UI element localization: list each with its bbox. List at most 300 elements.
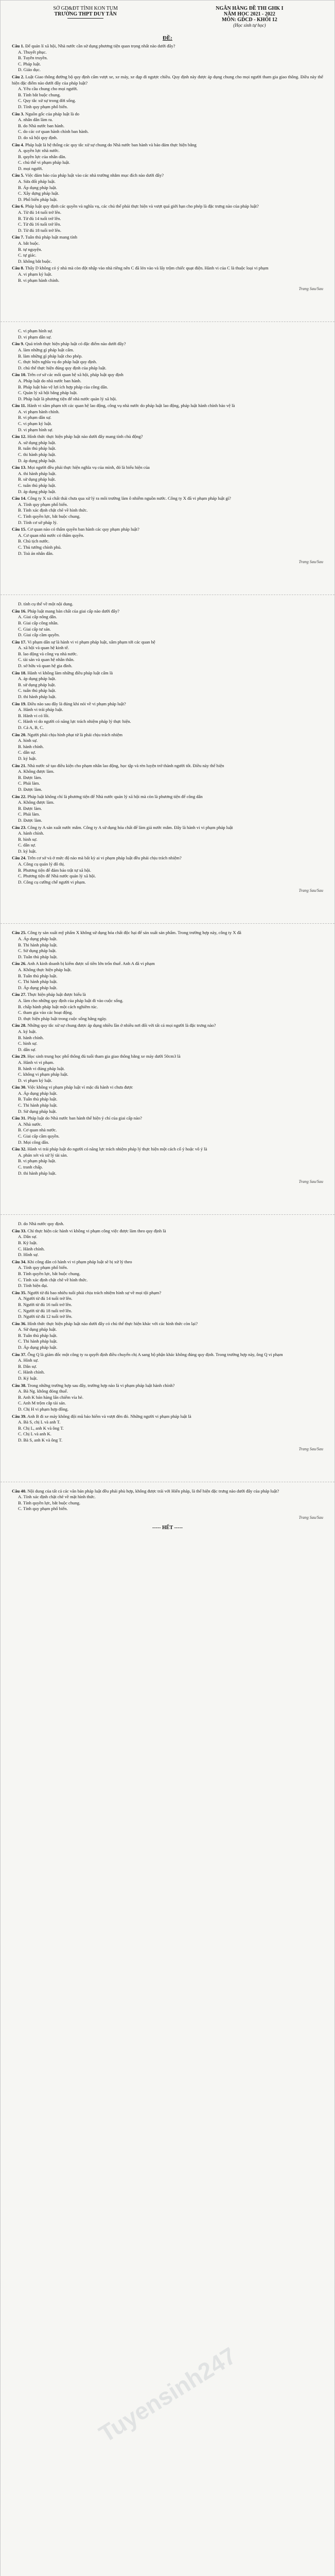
question-number: Câu 26. (12, 961, 27, 967)
answer-option: D. Được làm. (18, 817, 42, 823)
answer-option: C. Tính quyền lực, bắt buộc chung. (18, 513, 81, 519)
answer-option: B. hình sự. (18, 836, 38, 842)
answer-option: C. tham gia vào các hoạt động. (18, 1010, 73, 1015)
answer-option: A. áp dụng pháp luật. (18, 676, 56, 682)
answer-options (12, 1234, 323, 1258)
answer-option: B. Phương tiện để đảm bảo trật tự xã hội. (18, 867, 92, 873)
question-text: Anh A kinh doanh bị kiếm được số tiền lớn trốn thuế. Anh A đã vi phạm (27, 961, 155, 967)
answer-option: C. Hành chính. (18, 1246, 45, 1251)
answer-options (12, 676, 323, 700)
answer-options (12, 440, 323, 464)
answer-option: A. Hành vi vi phạm. (18, 1059, 55, 1065)
answer-option: B. vi phạm pháp luật. (18, 1158, 56, 1164)
question-text: Quá trình thực hiện pháp luật có đặc điểm nào dưới đây? (25, 341, 126, 347)
answer-option: C. Quản lý xã hội bằng pháp luật. (18, 390, 78, 396)
watermark: Tuyensinh247 (94, 2342, 241, 2448)
question-item (12, 434, 323, 464)
question-item (12, 1146, 323, 1176)
page-number: Trang Sau/Sau (298, 1515, 323, 1520)
question-number: Câu 38. (12, 1382, 27, 1388)
answer-option: B. Tính xác định chặt chẽ về hình thức. (18, 507, 88, 513)
answer-option: A. Yêu cầu chung cho mọi người. (18, 86, 78, 92)
question-number: Câu 24. (12, 855, 27, 861)
answer-option: D. thi hành pháp luật. (18, 694, 57, 700)
answer-option: C. Phải làm. (18, 811, 40, 817)
question-stem (12, 204, 323, 210)
answer-options (12, 1296, 323, 1319)
answer-options (12, 707, 323, 731)
answer-option: A. bắt buộc. (18, 241, 40, 246)
answer-option: D. Công cụ cưỡng chế người vi phạm. (18, 879, 86, 885)
question-stem (12, 265, 323, 272)
question-text: Nội dung của tất cả các văn bản pháp luật đều phải phù hợp, không được trái với Hiến pháp, là thể hiện đặc trưng nào dưới đây của pháp luật? (27, 1488, 279, 1494)
question-stem (12, 1054, 323, 1060)
question-text: Mọi người đều phải thực hiện nghĩa vụ của mình, đó là biểu hiện của (27, 465, 150, 470)
question-number: Câu 39. (12, 1413, 27, 1419)
question-text: Pháp luật không chỉ là phương tiện để Nhà nước quản lý xã hội mà còn là phương tiện để công dân (27, 793, 203, 799)
answer-option: B. Chủ tịch nước. (18, 538, 49, 544)
question-text: Vi phạm dân sự là hành vi vi phạm pháp luật, xâm phạm tới các quan hệ (27, 639, 155, 645)
question-text: Thấy D không có ý nhà mà còn đột nhập vào nhà riêng nên C đã lén vào và lấy trộm chiếc quạt điện. Hành vi của C là thuộc loại vi phạm (25, 265, 269, 271)
question-number: Câu 17. (12, 639, 27, 645)
answer-options (12, 86, 323, 110)
answer-option: B. Tính quyền lực, bắt buộc chung. (18, 1270, 81, 1276)
pages-container (1, 43, 334, 1520)
question-item (12, 992, 323, 1022)
document-header (1, 1, 334, 31)
question-item (12, 142, 323, 172)
answer-option: B. Từ đủ 14 tuổi trở lên. (18, 215, 61, 221)
answer-option: D. dân sự. (18, 1046, 37, 1052)
answer-options (12, 601, 323, 607)
answer-option: B. Tuân thủ pháp luật. (18, 1096, 58, 1102)
question-item (12, 1352, 323, 1382)
answer-option: C. Thi hành pháp luật. (18, 1103, 58, 1108)
answer-options (12, 1327, 323, 1350)
question-text: Hành vi trái pháp luật do người có năng lực trách nhiệm pháp lý thực hiện một cách cố ý hoặc vô ý là (27, 1146, 207, 1152)
answer-option: A. Không thực hiện pháp luật. (18, 967, 72, 972)
answer-option: A. Bà S, chị L và anh T. (18, 1419, 61, 1425)
answer-option: C. chủ thể vi phạm pháp luật. (18, 160, 70, 165)
question-stem (12, 1023, 323, 1029)
answer-option: A. làm cho những quy định của pháp luật đi vào cuộc sống. (18, 997, 124, 1003)
answer-option: B. Tuân thủ pháp luật. (18, 1332, 58, 1338)
question-number: Câu 12. (12, 434, 27, 439)
answer-option: A. Tính quy phạm phổ biến. (18, 501, 68, 507)
question-item (12, 825, 323, 855)
question-text: Khi công dân có hành vi vi phạm pháp luật sẽ bị xử lý theo (27, 1259, 132, 1264)
question-number: Câu 11. (12, 403, 26, 409)
question-text: Công ty A sản xuất nước mắm. Công ty A sử dụng hóa chất để làm giả nước mắm. Đây là hành vi vi phạm pháp luật (27, 824, 233, 830)
answer-option: D. Tính quy phạm phổ biến. (18, 104, 68, 109)
answer-option: C. Tính xác định chặt chẽ về hình thức. (18, 1277, 88, 1282)
page-break (1, 1451, 334, 1482)
answer-option: A. Hình sự. (18, 1358, 39, 1363)
answer-option: D. sở hữu và quan hệ gia đình. (18, 663, 73, 669)
question-stem (12, 608, 323, 615)
question-number: Câu 23. (12, 824, 27, 830)
question-number: Câu 4. (12, 142, 24, 147)
answer-option: C. Hành chính. (18, 1369, 45, 1375)
answer-option: D. Phổ biến pháp luật. (18, 196, 58, 202)
answer-option: B. Kỷ luật. (18, 1240, 38, 1245)
question-item (12, 763, 323, 793)
answer-option: C. Thi hành pháp luật. (18, 979, 58, 985)
page-break (1, 1184, 334, 1215)
answer-option: B. Áp dụng pháp luật. (18, 184, 57, 190)
question-item (12, 372, 323, 402)
answer-option: D. Sử dụng pháp luật. (18, 1108, 57, 1114)
question-text: Những quy tắc xử sự chung được áp dụng nhiều lần ở nhiều nơi đối với tất cả mọi người là đặc trưng nào? (27, 1023, 216, 1028)
answer-option: C. hình sự. (18, 1041, 38, 1046)
exam-title: NGÂN HÀNG ĐỀ THI GHK I (216, 6, 284, 11)
question-item (12, 1321, 323, 1351)
question-item (12, 1084, 323, 1114)
question-stem (12, 992, 323, 998)
answer-option: B. hành vi đúng pháp luật. (18, 1065, 65, 1071)
answer-option: C. Pháp luật. (18, 61, 41, 66)
answer-option: D. Tính cơ sở pháp lý. (18, 519, 58, 525)
answer-options (12, 1419, 323, 1443)
answer-option: C. tài sản và quan hệ nhân thân. (18, 657, 75, 663)
answer-option: B. Tính quyền lực, bắt buộc chung. (18, 1500, 81, 1505)
exam-page (1, 601, 334, 885)
answer-option: C. tuân thủ pháp luật. (18, 688, 56, 693)
answer-option: A. phán xét và xử lý tài sản. (18, 1152, 68, 1158)
answer-option: C. Thủ tướng chính phủ. (18, 544, 62, 550)
question-number: Câu 25. (12, 930, 27, 936)
question-stem (12, 1488, 323, 1495)
question-item (12, 403, 323, 433)
question-stem (12, 855, 323, 861)
question-text: Trên cơ sở và ở mức độ nào mà bất kỳ ai vi phạm pháp luật đều phải chịu trách nhiệm? (27, 855, 182, 861)
answer-option: C. Hành vi do người có năng lực trách nhiệm pháp lý thực hiện. (18, 719, 131, 724)
question-number: Câu 2. (12, 74, 25, 79)
question-stem (12, 1259, 323, 1265)
answer-option: D. do Nhà nước quy định. (18, 1221, 64, 1227)
answer-option: D. Áp dụng pháp luật. (18, 985, 58, 990)
answer-option: A. Dân sự. (18, 1234, 38, 1240)
page-break (1, 564, 334, 595)
answer-options (12, 614, 323, 638)
question-stem (12, 341, 323, 347)
answer-options (12, 533, 323, 556)
question-stem (12, 234, 323, 241)
question-item (12, 1054, 323, 1083)
question-item (12, 328, 323, 340)
answer-options (12, 117, 323, 141)
answer-option: B. Tuân thủ pháp luật. (18, 973, 58, 978)
question-text: Pháp luật do Nhà nước ban hành thể hiện ý chí của giai cấp nào? (27, 1115, 142, 1121)
answer-options (12, 1358, 323, 1381)
answer-options (12, 1265, 323, 1289)
answer-option: D. Cả A, B, C. (18, 725, 44, 730)
school-name: TRƯỜNG THPT DUY TÂN (54, 11, 117, 17)
answer-option: D. áp dụng pháp luật. (18, 488, 56, 494)
answer-options (12, 1029, 323, 1053)
answer-option: C. Sử dụng pháp luật. (18, 948, 57, 954)
exam-page (1, 43, 334, 283)
question-number: Câu 19. (12, 701, 27, 706)
answer-option: B. sử dụng pháp luật. (18, 682, 56, 687)
answer-option: D. thực hiện pháp luật trong cuộc sống hằng ngày. (18, 1015, 107, 1021)
question-stem (12, 701, 323, 707)
answer-option: C. Chị L và anh K. (18, 1431, 51, 1437)
answer-option: D. tính cụ thể về một nội dung. (18, 601, 74, 607)
answer-option: C. Thi hành pháp luật. (18, 1338, 58, 1344)
answer-option: C. Tính quy phạm phổ biến. (18, 1506, 68, 1512)
answer-options (12, 967, 323, 991)
answer-option: C. dân sự. (18, 842, 36, 848)
question-item (12, 732, 323, 762)
exam-page (1, 328, 334, 556)
answer-option: B. quyền lực của nhân dân. (18, 154, 66, 159)
answer-options (12, 272, 323, 283)
subject: MÔN: GDCD - KHỐI 12 (221, 17, 277, 23)
question-stem (12, 111, 323, 117)
question-stem (12, 1084, 323, 1091)
question-item (12, 1259, 323, 1289)
answer-option: C. Xây dựng pháp luật. (18, 191, 60, 196)
question-text: Hành vi xâm phạm tới các quan hệ lao động, công vụ nhà nước do pháp luật lao động, pháp luật hành chính bảo vệ là (27, 403, 235, 409)
answer-options (12, 1060, 323, 1083)
answer-option: D. Mọi công dân. (18, 1139, 49, 1145)
question-stem (12, 372, 323, 378)
question-item (12, 265, 323, 283)
question-text: Ông Q là giám đốc một công ty ra quyết định điều chuyển chị A sang bộ phận khác không đúng quy định. Trong trường hợp này, ông Q vi phạm (27, 1351, 283, 1357)
answer-option: A. Pháp luật do nhà nước ban hành. (18, 378, 82, 383)
answer-option: B. Thi hành pháp luật. (18, 942, 58, 947)
question-number: Câu 36. (12, 1320, 27, 1326)
answer-options (12, 502, 323, 526)
question-item (12, 1228, 323, 1258)
page-break (1, 291, 334, 322)
answer-option: D. Tính hiện đại. (18, 1283, 48, 1289)
answer-option: D. Áp dụng pháp luật. (18, 1345, 58, 1350)
page-number: Trang Sau/Sau (298, 1446, 323, 1451)
answer-option: A. Sửa đổi pháp luật. (18, 179, 56, 184)
question-item (12, 1115, 323, 1145)
question-stem (12, 1352, 323, 1358)
answer-option: C. vi phạm kỷ luật. (18, 421, 52, 427)
question-number: Câu 13. (12, 465, 27, 470)
exam-page (1, 930, 334, 1176)
question-stem (12, 825, 323, 831)
question-text: Trong những trường hợp sau đây, trường hợp nào là vi phạm pháp luật hành chính? (27, 1382, 175, 1388)
question-number: Câu 3. (12, 111, 24, 116)
school-year: NĂM HỌC 2021 - 2022 (223, 11, 275, 17)
page-number: Trang Sau/Sau (298, 888, 323, 893)
answer-option: A. nhân dân làm ra. (18, 117, 53, 123)
question-text: Người từ đủ bao nhiêu tuổi phải chịu trách nhiệm hình sự về mọi tội phạm? (27, 1290, 162, 1295)
answer-options (12, 378, 323, 402)
question-item (12, 1290, 323, 1320)
answer-options (12, 645, 323, 669)
answer-options (12, 241, 323, 264)
answer-option: B. Hành vi có lỗi. (18, 713, 50, 718)
question-text: Hành vi không làm những điều pháp luật cấm là (27, 670, 113, 675)
answer-option: B. Người từ đủ 16 tuổi trở lên. (18, 1301, 73, 1307)
answer-option: D. mọi người. (18, 165, 43, 171)
question-number: Câu 15. (12, 527, 27, 532)
question-item (12, 496, 323, 526)
answer-option: D. vi phạm hình sự. (18, 427, 54, 432)
answer-option: D. Được làm. (18, 786, 42, 792)
answer-option: B. vi phạm dân sự. (18, 415, 51, 420)
answer-option: A. vi phạm kỷ luật. (18, 271, 52, 277)
answer-options (12, 179, 323, 202)
answer-option: A. Giai cấp nông dân. (18, 614, 57, 620)
answer-option: A. Từ đủ 14 tuổi trở lên. (18, 210, 61, 215)
answer-options (12, 328, 323, 340)
answer-option: A. vi phạm hành chính. (18, 409, 60, 414)
answer-option: A. quyền lực nhà nước. (18, 148, 60, 154)
question-stem (12, 1321, 323, 1327)
answer-option: D. chủ thể thực hiện đúng quy định của pháp luật. (18, 365, 107, 370)
question-item (12, 234, 323, 264)
question-item (12, 701, 323, 731)
question-number: Câu 9. (12, 341, 24, 347)
answer-options (12, 769, 323, 792)
answer-options (12, 347, 323, 371)
answer-options (12, 1153, 323, 1176)
question-text: Việc không vi phạm pháp luật vì mặc dù hành vi chưa được (27, 1084, 133, 1090)
question-number: Câu 21. (12, 762, 27, 768)
answer-option: C. Quy tắc xử sự trong đời sống. (18, 98, 76, 104)
question-text: Trên cơ sở các mối quan hệ xã hội, pháp luật quy định (27, 372, 124, 378)
answer-option: A. Thuyết phục. (18, 49, 47, 55)
question-item (12, 639, 323, 669)
answer-option: A. hình sự. (18, 738, 38, 743)
question-text: Nhà nước sẽ tạo điều kiện cho phạm nhân lao động, học tập và rèn luyện trở thành người tốt. Điều này thể hiện (27, 762, 224, 768)
question-item (12, 173, 323, 202)
question-number: Câu 29. (12, 1054, 27, 1059)
exam-page (1, 1221, 334, 1443)
question-item (12, 1221, 323, 1227)
answer-options (12, 936, 323, 960)
answer-option: A. làm những gì pháp luật cấm. (18, 347, 74, 352)
answer-option: D. Giai cấp cầm quyền. (18, 632, 60, 638)
answer-option: A. Tính xác định chặt chẽ về mặt hình thức. (18, 1494, 96, 1500)
question-number: Câu 37. (12, 1351, 27, 1357)
answer-option: B. do Nhà nước ban hành. (18, 123, 65, 128)
answer-options (12, 800, 323, 823)
department-name: SỞ GD&ĐT TỈNH KON TUM (53, 6, 118, 11)
exam-note: (Học sinh tự học) (233, 23, 266, 28)
answer-options (12, 471, 323, 495)
question-number: Câu 22. (12, 793, 27, 799)
answer-option: D. Người từ đủ 12 tuổi trở lên. (18, 1314, 73, 1319)
answer-option: D. áp dụng pháp luật. (18, 457, 56, 463)
question-text: Cơ quan nào có thẩm quyền ban hành các quy phạm pháp luật? (27, 527, 139, 532)
question-stem (12, 74, 323, 86)
question-item (12, 601, 323, 607)
question-item (12, 670, 323, 700)
question-stem (12, 434, 323, 440)
question-number: Câu 16. (12, 608, 27, 614)
answer-option: B. sử dụng pháp luật. (18, 477, 56, 482)
answer-option: C. Giai cấp tư sản. (18, 626, 51, 632)
question-number: Câu 30. (12, 1084, 27, 1090)
answer-option: C. Phương tiện để Nhà nước quản lý xã hội. (18, 873, 96, 879)
question-stem (12, 732, 323, 738)
question-text: Để quản lí xã hội, Nhà nước cần sử dụng phương tiện quan trọng nhất nào dưới đây? (25, 43, 175, 48)
answer-option: A. Không được làm. (18, 800, 55, 805)
answer-option: B. Pháp luật bảo vệ lợi ích hợp pháp của công dân. (18, 384, 108, 389)
answer-option: B. Tính bắt buộc chung. (18, 92, 61, 97)
answer-options (12, 1494, 323, 1512)
question-text: Pháp luật là hệ thống các quy tắc xử sự chung do Nhà nước ban hành và bảo đảm thực hiện bằng (25, 142, 197, 147)
question-number: Câu 32. (12, 1146, 27, 1152)
section-title: ĐỀ: (163, 35, 172, 41)
answer-option: B. tuân thủ pháp luật. (18, 446, 56, 451)
question-number: Câu 27. (12, 992, 27, 997)
school-block (10, 6, 161, 28)
question-number: Câu 6. (12, 204, 24, 209)
question-number: Câu 20. (12, 732, 27, 737)
answer-option: B. Được làm. (18, 774, 42, 780)
question-text: Hình thức thực hiện pháp luật nào dưới đây mang tính chủ động? (27, 434, 143, 439)
answer-option: B. Chị L, anh K và ông T. (18, 1425, 64, 1431)
question-item (12, 111, 323, 141)
answer-option: C. không vi phạm pháp luật. (18, 1072, 68, 1077)
question-text: Tuân thủ pháp luật mang tính (25, 234, 78, 240)
question-item (12, 855, 323, 885)
question-stem (12, 1383, 323, 1389)
question-stem (12, 173, 323, 179)
question-item (12, 1023, 323, 1053)
answer-option: A. hành chính. (18, 831, 44, 836)
answer-option: B. Anh K bán hàng lấn chiếm vỉa hè. (18, 1394, 83, 1400)
question-stem (12, 43, 323, 49)
answer-option: C. Từ đủ 16 tuổi trở lên. (18, 222, 61, 227)
answer-options (12, 1091, 323, 1114)
question-stem (12, 1115, 323, 1122)
answer-options (12, 1388, 323, 1412)
question-number: Câu 40. (12, 1488, 27, 1494)
question-text: Người phải chịu hình phạt tử là phải chịu trách nhiệm (27, 732, 123, 737)
answer-options (12, 998, 323, 1022)
end-marker: ----- HẾT ----- (152, 1524, 183, 1531)
question-number: Câu 10. (12, 372, 27, 378)
answer-option: D. Từ đủ 18 tuổi trở lên. (18, 227, 61, 233)
answer-option: B. hành chính. (18, 1035, 44, 1040)
question-stem (12, 1228, 323, 1234)
question-item (12, 465, 323, 495)
answer-option: C. vi phạm hình sự. (18, 328, 53, 334)
question-number: Câu 28. (12, 1023, 27, 1028)
answer-option: D. thi hành pháp luật. (18, 1170, 57, 1176)
answer-option: B. Giai cấp công nhân. (18, 620, 59, 625)
question-number: Câu 5. (12, 173, 24, 178)
question-stem (12, 930, 323, 936)
answer-option: B. Tuyên truyền. (18, 55, 48, 61)
answer-option: B. vi phạm hành chính. (18, 277, 60, 283)
answer-options (12, 49, 323, 73)
question-stem (12, 794, 323, 800)
answer-option: C. do các cơ quan hành chính ban hành. (18, 129, 89, 134)
question-item (12, 204, 323, 233)
answer-option: D. Pháp luật là phương tiện để nhà nước quản lý xã hội. (18, 396, 117, 401)
answer-option: A. Hành vi trái pháp luật. (18, 707, 63, 713)
question-stem (12, 1414, 323, 1420)
page-number: Trang Sau/Sau (298, 560, 323, 565)
answer-option: C. tranh chấp. (18, 1164, 43, 1170)
question-stem (12, 763, 323, 769)
question-number: Câu 34. (12, 1259, 27, 1264)
question-stem (12, 639, 323, 646)
answer-option: B. tự nguyện. (18, 246, 42, 252)
